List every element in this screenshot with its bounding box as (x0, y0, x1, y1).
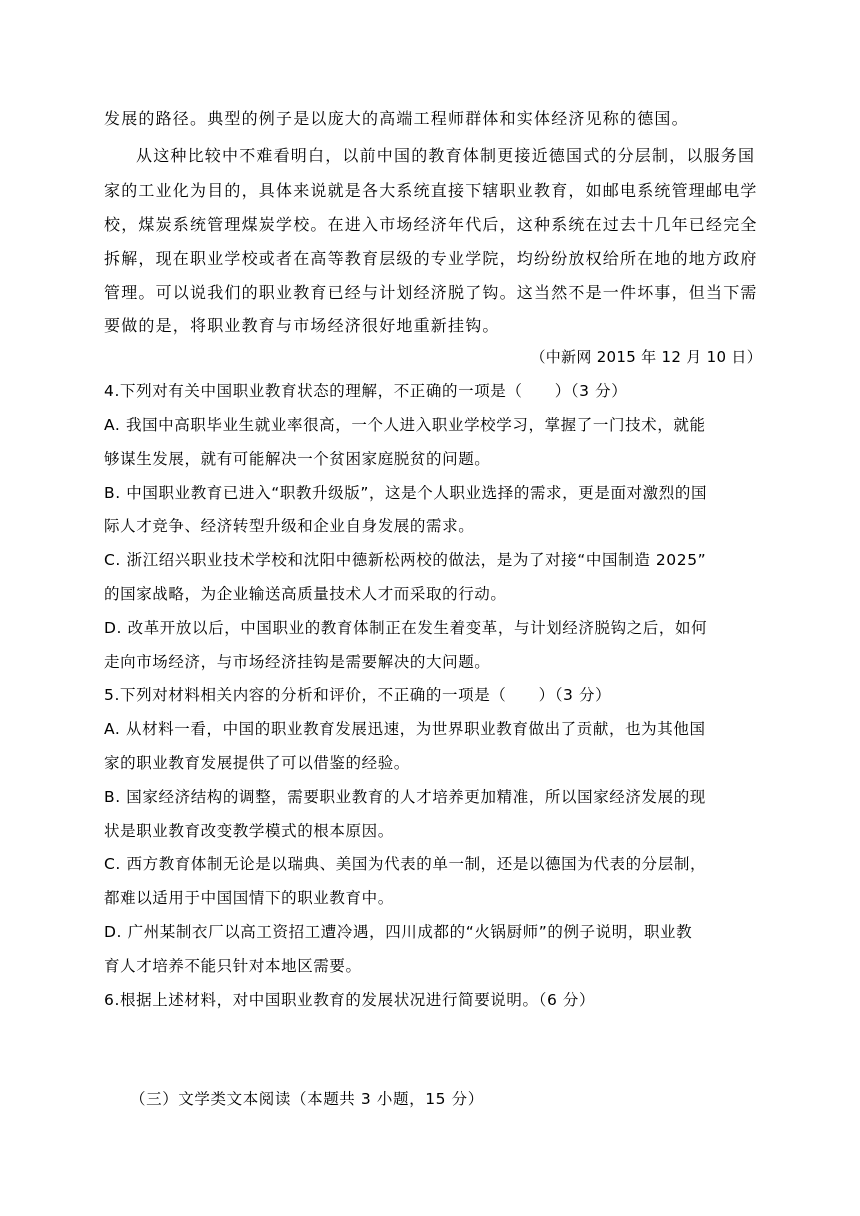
question-5-option-d: D. 广州某制衣厂以高工资招工遭冷遇，四川成都的“火锅厨师”的例子说明，职业教 (104, 923, 693, 941)
question-4-option-d: D. 改革开放以后，中国职业的教育体制正在发生着变革，与计划经济脱钩之后，如何 (104, 619, 708, 637)
question-6-stem: 6.根据上述材料，对中国职业教育的发展状况进行简要说明。（6 分） (104, 991, 596, 1009)
passage-line: 从这种比较中不难看明白，以前中国的教育体制更接近德国式的分层制，以服务国 (136, 146, 756, 165)
question-5-option-a: A. 从材料一看，中国的职业教育发展迅速，为世界职业教育做出了贡献，也为其他国 (104, 720, 706, 738)
passage-line: 校，煤炭系统管理煤炭学校。在进入市场经济年代后，这种系统在过去十几年已经完全 (104, 215, 758, 234)
question-5-stem: 5.下列对材料相关内容的分析和评价，不正确的一项是（ ）（3 分） (104, 686, 612, 704)
question-4-option-d-cont: 走向市场经济，与市场经济挂钩是需要解决的大问题。 (104, 653, 491, 671)
section-heading: （三）文学类文本阅读（本题共 3 小题，15 分） (130, 1090, 484, 1108)
question-5-option-d-cont: 育人才培养不能只针对本地区需要。 (104, 957, 362, 975)
passage-line: 管理。可以说我们的职业教育已经与计划经济脱了钩。这当然不是一件坏事，但当下需 (104, 283, 758, 302)
question-5-option-b-cont: 状是职业教育改变教学模式的根本原因。 (104, 822, 394, 840)
question-5-option-c: C. 西方教育体制无论是以瑞典、美国为代表的单一制，还是以德国为代表的分层制， (104, 855, 707, 873)
question-4-option-c: C. 浙江绍兴职业技术学校和沈阳中德新松两校的做法，是为了对接“中国制造 2025” (104, 551, 707, 569)
passage-line: 发展的路径。典型的例子是以庞大的高端工程师群体和实体经济见称的德国。 (104, 109, 689, 128)
question-4-stem: 4.下列对有关中国职业教育状态的理解，不正确的一项是（ ）（3 分） (104, 382, 628, 400)
source-citation: （中新网 2015 年 12 月 10 日） (530, 348, 762, 366)
question-5-option-b: B. 国家经济结构的调整，需要职业教育的人才培养更加精准，所以国家经济发展的现 (104, 788, 706, 806)
question-4-option-b-cont: 际人才竞争、经济转型升级和企业自身发展的需求。 (104, 517, 475, 535)
question-5-option-a-cont: 家的职业教育发展提供了可以借鉴的经验。 (104, 754, 410, 772)
passage-line: 要做的是，将职业教育与市场经济很好地重新挂钩。 (104, 316, 500, 335)
question-5-option-c-cont: 都难以适用于中国国情下的职业教育中。 (104, 889, 394, 907)
question-4-option-c-cont: 的国家战略，为企业输送高质量技术人才而采取的行动。 (104, 585, 507, 603)
passage-line: 拆解，现在职业学校或者在高等教育层级的专业学院，均纷纷放权给所在地的地方政府 (104, 249, 758, 268)
question-4-option-a-cont: 够谋生发展，就有可能解决一个贫困家庭脱贫的问题。 (104, 450, 491, 468)
passage-line: 家的工业化为目的，具体来说就是各大系统直接下辖职业教育，如邮电系统管理邮电学 (104, 181, 758, 200)
question-4-option-b: B. 中国职业教育已进入“职教升级版”，这是个人职业选择的需求，更是面对激烈的国 (104, 484, 708, 502)
question-4-option-a: A. 我国中高职毕业生就业率很高，一个人进入职业学校学习，掌握了一门技术，就能 (104, 416, 706, 434)
